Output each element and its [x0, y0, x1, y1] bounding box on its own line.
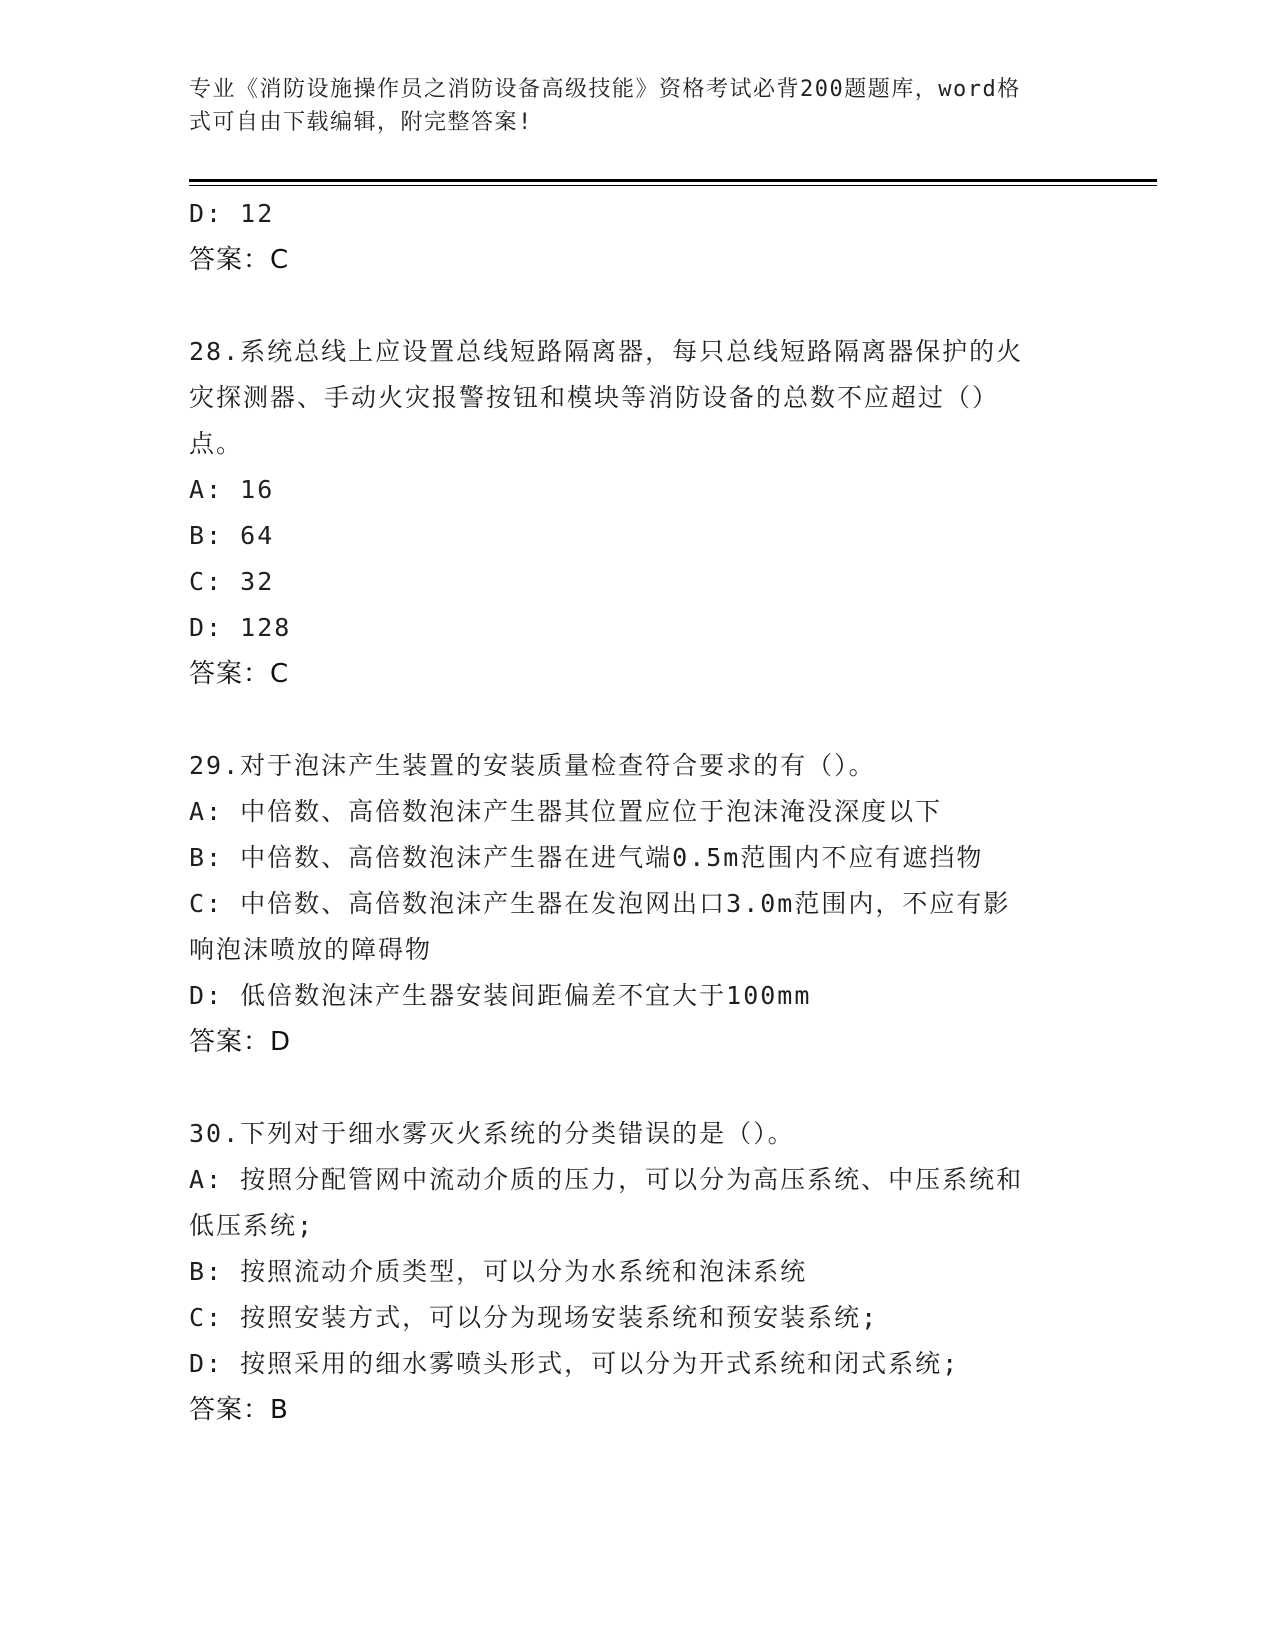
answer-line: 答案：C: [189, 245, 290, 275]
document-body: [189, 191, 1089, 1433]
spacer: [189, 697, 1089, 743]
option-c: C: 32: [189, 567, 275, 596]
option-c: C: 按照安装方式，可以分为现场安装系统和预安装系统;: [189, 1303, 879, 1332]
previous-question-tail: [189, 191, 1089, 283]
question-28: [189, 329, 1089, 697]
option-d: D: 按照采用的细水雾喷头形式，可以分为开式系统和闭式系统;: [189, 1349, 960, 1378]
header-line-2: 式可自由下载编辑，附完整答案!: [189, 110, 533, 135]
spacer: [189, 1065, 1089, 1111]
answer-line: 答案：C: [189, 659, 290, 689]
question-stem-line: 30.下列对于细水雾灭火系统的分类错误的是（）。: [189, 1119, 795, 1148]
option-a: A: 中倍数、高倍数泡沫产生器其位置应位于泡沫淹没深度以下: [189, 797, 943, 826]
document-header: [189, 73, 1069, 139]
option-a-continued: 低压系统;: [189, 1211, 315, 1240]
question-stem-line: 28.系统总线上应设置总线短路隔离器，每只总线短路隔离器保护的火: [189, 337, 1024, 366]
option-b: B: 中倍数、高倍数泡沫产生器在进气端0.5m范围内不应有遮挡物: [189, 843, 984, 872]
option-c-continued: 响泡沫喷放的障碍物: [189, 935, 433, 964]
option-a: A: 按照分配管网中流动介质的压力，可以分为高压系统、中压系统和: [189, 1165, 1024, 1194]
spacer: [189, 283, 1089, 329]
header-rule-thin: [189, 185, 1157, 186]
option-d: D: 128: [189, 613, 292, 642]
option-c: C: 中倍数、高倍数泡沫产生器在发泡网出口3.0m范围内，不应有影: [189, 889, 1011, 918]
question-stem-line: 灾探测器、手动火灾报警按钮和模块等消防设备的总数不应超过（）: [189, 383, 1000, 412]
option-b: B: 64: [189, 521, 275, 550]
question-stem-line: 29.对于泡沫产生装置的安装质量检查符合要求的有（）。: [189, 751, 876, 780]
answer-line: 答案：B: [189, 1395, 289, 1425]
option-b: B: 按照流动介质类型，可以分为水系统和泡沫系统: [189, 1257, 808, 1286]
header-line-1: 专业《消防设施操作员之消防设备高级技能》资格考试必背200题题库，word格: [189, 77, 1021, 102]
option-d: D: 12: [189, 199, 275, 228]
answer-line: 答案：D: [189, 1027, 292, 1057]
question-29: [189, 743, 1089, 1065]
option-a: A: 16: [189, 475, 275, 504]
question-stem-line: 点。: [189, 429, 244, 458]
option-d: D: 低倍数泡沫产生器安装间距偏差不宜大于100mm: [189, 981, 812, 1010]
question-30: [189, 1111, 1089, 1433]
header-rule-thick: [189, 179, 1157, 182]
